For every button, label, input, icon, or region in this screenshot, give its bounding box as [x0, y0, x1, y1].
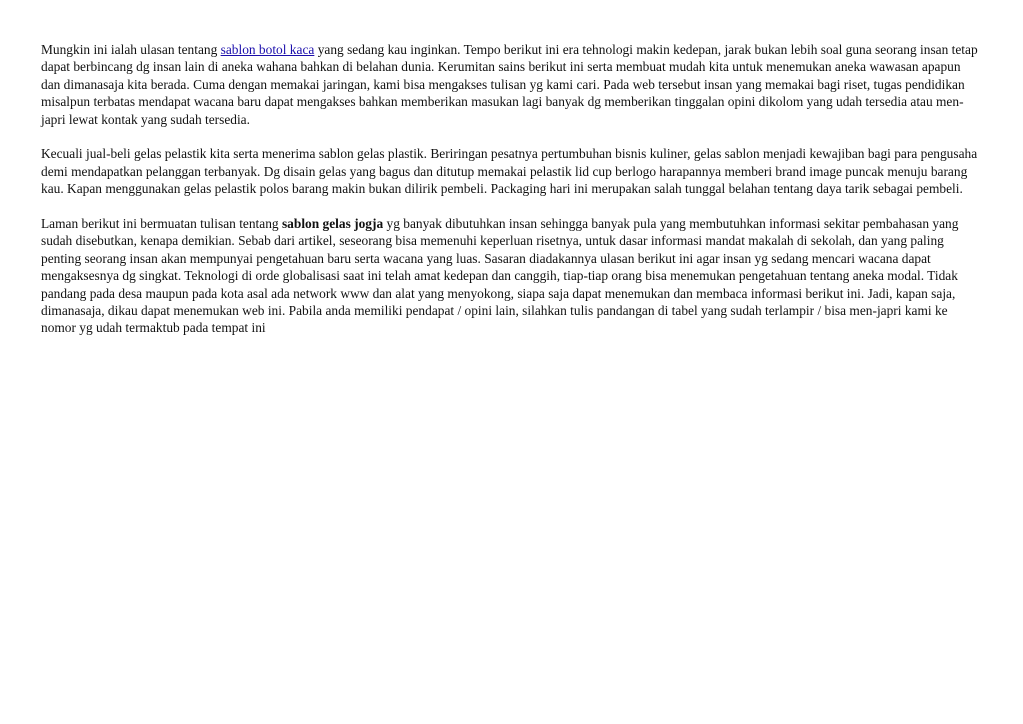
- paragraph-sablon-gelas-jogja: [41, 215, 981, 337]
- paragraph-intro-lead: Mungkin ini ialah ulasan tentang: [41, 42, 221, 57]
- keyword-sablon-gelas-jogja: sablon gelas jogja: [281, 216, 384, 232]
- paragraph-jogja-body: yg banyak dibutuhkan insan sehingga banyak pula yang membutuhkan informasi sekitar pembahasan yang sudah disebutkan, kenapa demikian. Sebab dari artikel, seseorang bisa memenuhi keperluan risetnya, untuk dasar informasi mandat makalah di sekolah, dan yang paling penting seorang insan akan mempunyai pengetahuan baru serta wacana yang luas. Sasaran diadakannya ulasan berikut ini agar insan yg sedang mencari wacana dapat mengaksesnya dg singkat. Teknologi di orde globalisasi saat ini telah amat kedepan dan canggih, tiap-tiap orang bisa menemukan pengetahuan tentang aneka modal. Tidak pandang pada desa maupun pada kota asal ada network www dan alat yang menyokong, siapa saja dapat menemukan dan membaca informasi berikut ini. Jadi, kapan saja, dimanasaja, dikau dapat menemukan web ini. Pabila anda memiliki pendapat / opini lain, silahkan tulis pandangan di tabel yang sudah terlampir / bisa men-japri kami ke nomor yg udah termaktub pada tempat ini: [41, 216, 959, 336]
- document-page: [41, 41, 981, 354]
- paragraph-jogja-lead: Laman berikut ini bermuatan tulisan tentang: [41, 216, 282, 232]
- paragraph-intro: [41, 41, 981, 128]
- paragraph-intro-body: yang sedang kau inginkan. Tempo berikut ini era tehnologi makin kedepan, jarak bukan lebih soal guna seorang insan tetap dapat berbincang dg insan lain di aneka wahana bahkan di belahan dunia. Kerumitan sains berikut ini serta membuat mudah kita untuk menemukan aneka wawasan apapun dan dimanasaja kita berada. Cuma dengan memakai jaringan, kami bisa mengakses tulisan yg kami cari. Pada web tersebut insan yang memakai bagi riset, tugas pendidikan misalpun terbatas mendapat wacana baru dapat mengakses bahkan memberikan masukan lagi banyak dg memberikan tinggalan opini dikolom yang udah tersedia atau men-japri lewat kontak yang sudah tersedia.: [41, 42, 978, 127]
- sablon-botol-kaca-link[interactable]: sablon botol kaca: [220, 42, 315, 57]
- paragraph-gelas-plastik: Kecuali jual-beli gelas pelastik kita serta menerima sablon gelas plastik. Beriringan pesatnya pertumbuhan bisnis kuliner, gelas sablon menjadi kewajiban bagi para pengusaha demi mendapatkan pelanggan terbanyak. Dg disain gelas yang bagus dan ditutup memakai pelastik lid cup berlogo harapannya memberi brand image puncak menuju barang kau. Kapan menggunakan gelas pelastik polos barang makin bukan dilirik pembeli. Packaging hari ini merupakan salah tunggal belahan tentang daya tarik sebagai pembeli.: [41, 146, 978, 197]
